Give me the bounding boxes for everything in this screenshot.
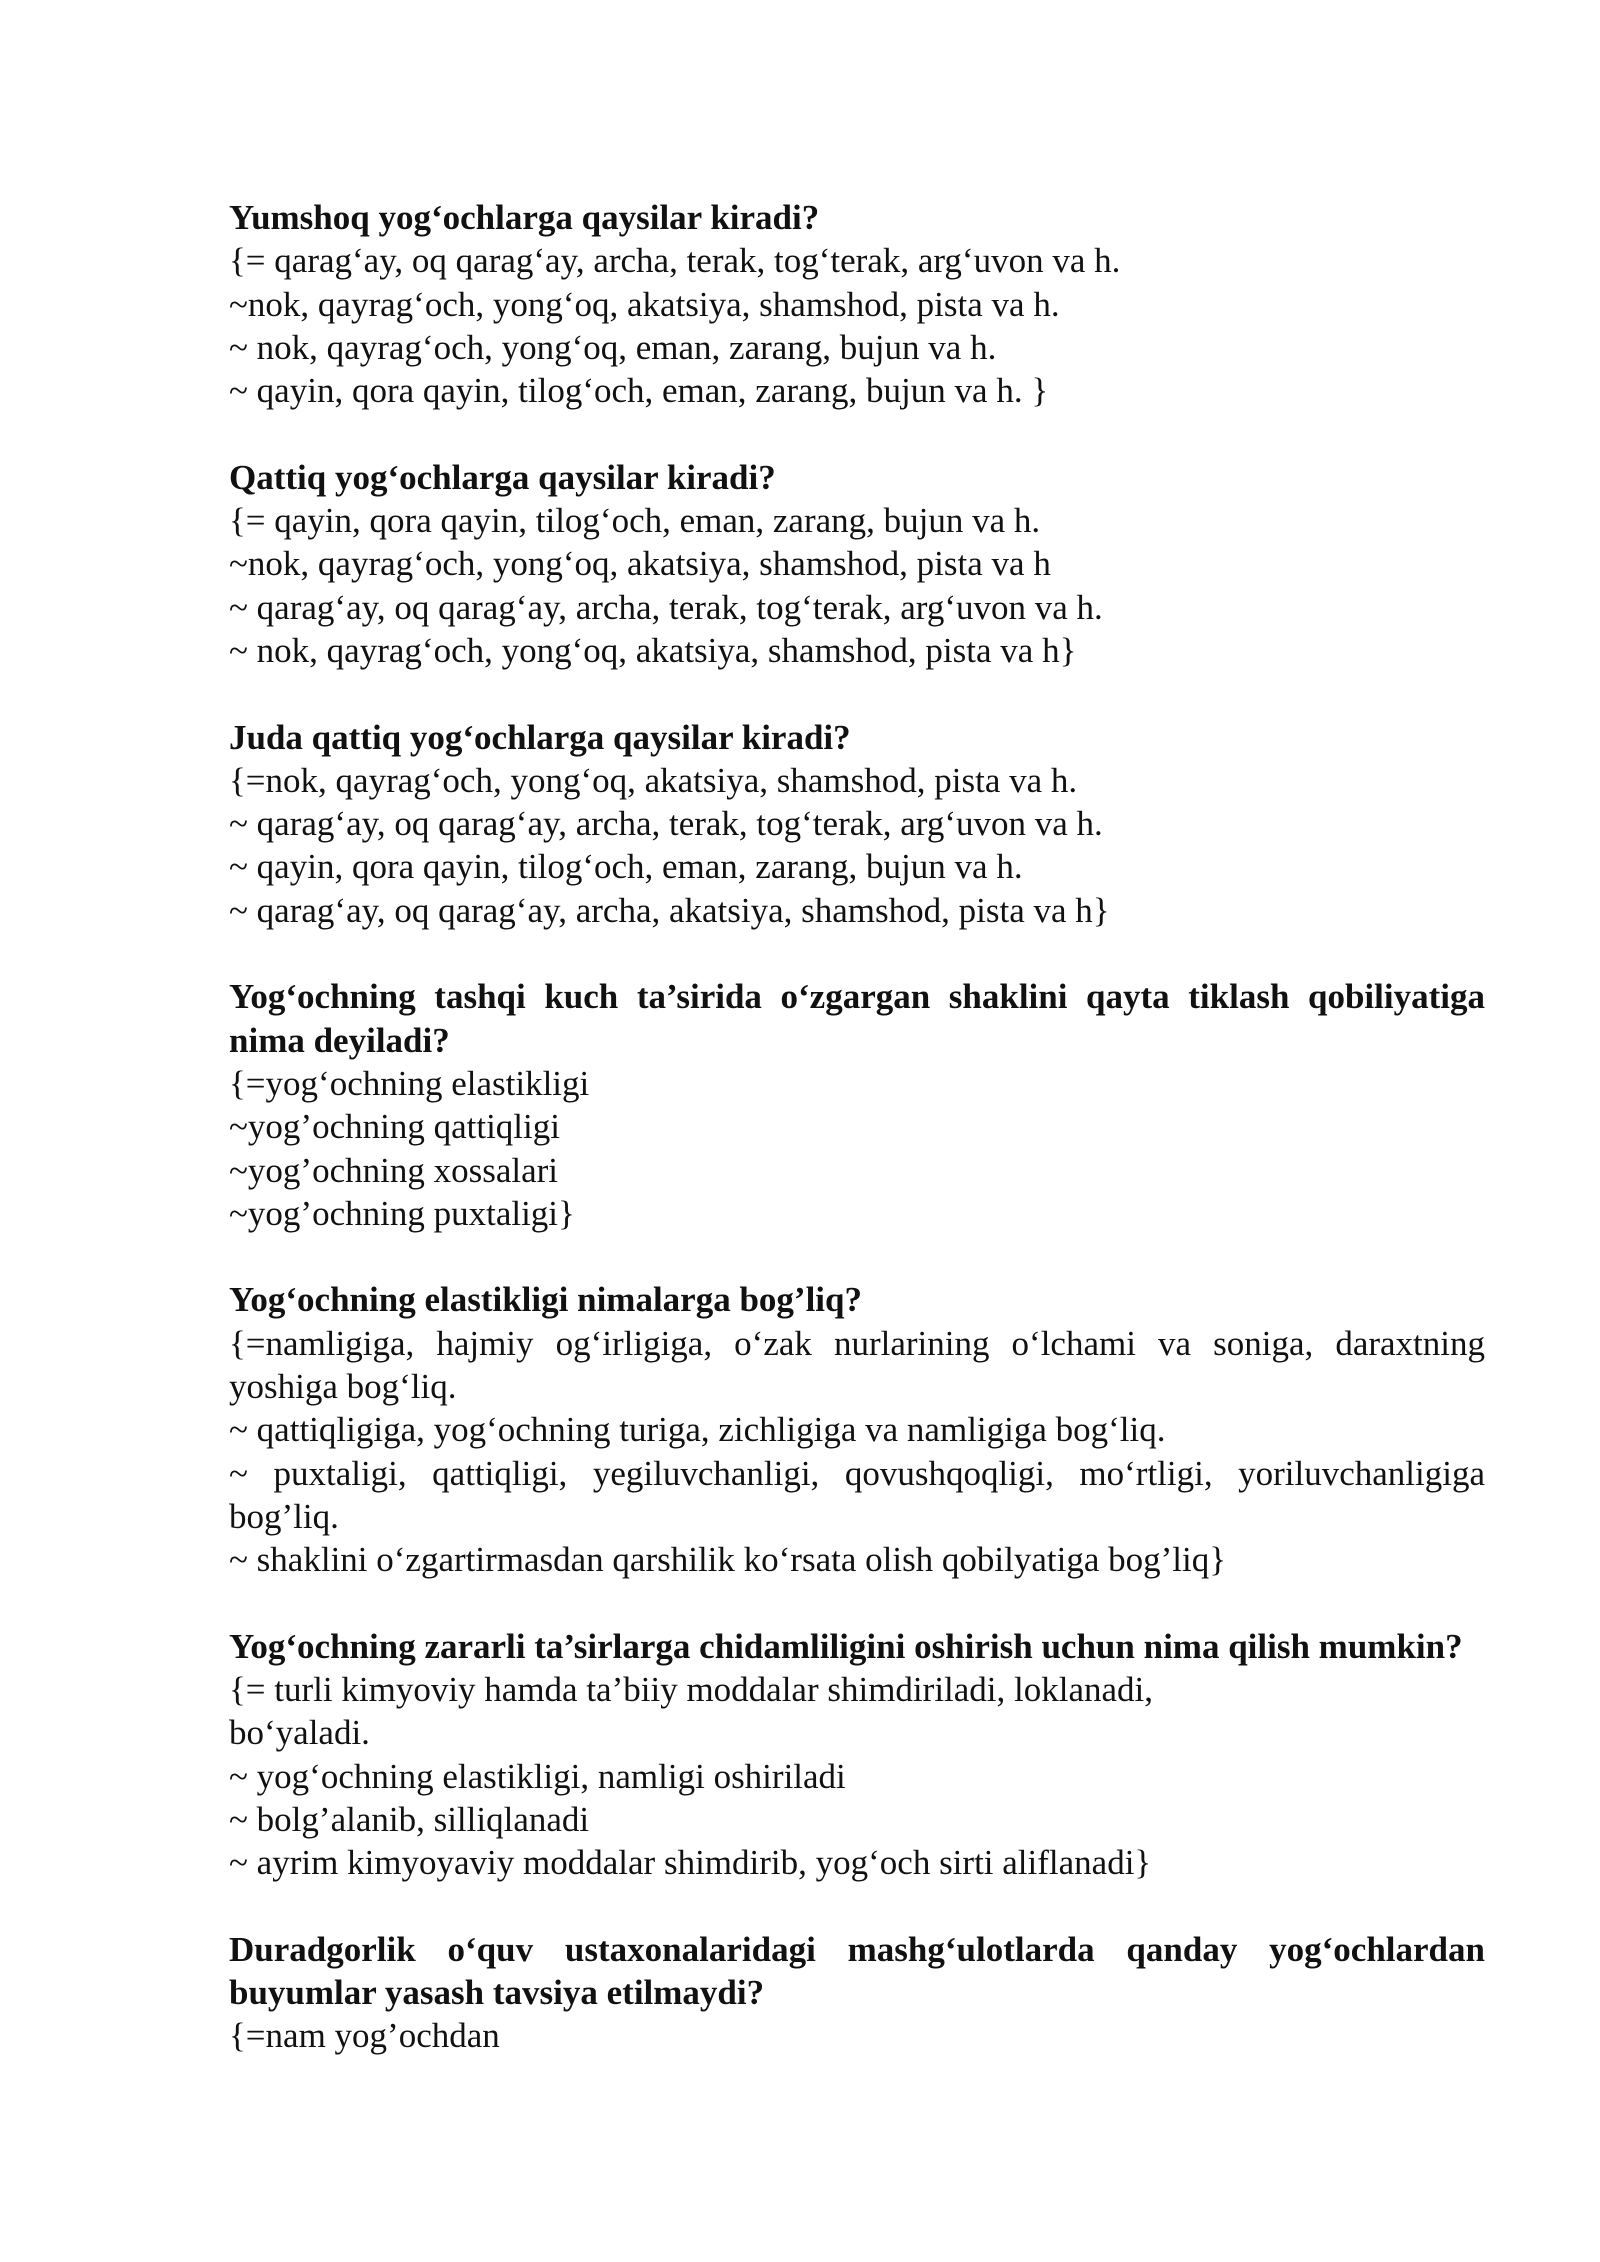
question-block-5 (229, 1278, 1485, 1581)
answer-option: ~nok, qayrag‘och, yong‘oq, akatsiya, shamshod, pista va h (229, 544, 1051, 584)
answer-option: ~ puxtaligi, qattiqligi, yegiluvchanligi, qovushqoqligi, mo‘rtligi, yoriluvchanligiga bog’liq. (229, 1453, 1485, 1536)
question-block-4 (229, 975, 1485, 1235)
answer-option: ~ nok, qayrag‘och, yong‘oq, eman, zarang, bujun va h. (229, 327, 997, 367)
answer-option: ~ qarag‘ay, oq qarag‘ay, archa, terak, tog‘terak, arg‘uvon va h. (229, 587, 1103, 627)
question-block-2 (229, 456, 1485, 672)
answer-option: ~ qattiqligiga, yog‘ochning turiga, zichligiga va namligiga bog‘liq. (229, 1410, 1166, 1450)
question-block-6 (229, 1625, 1485, 1885)
answer-option: ~ qarag‘ay, oq qarag‘ay, archa, akatsiya, shamshod, pista va h} (229, 890, 1110, 930)
question-text: Yumshoq yog‘ochlarga qaysilar kiradi? (229, 198, 820, 237)
question-text: Yog‘ochning tashqi kuch ta’sirida o‘zgargan shaklini qayta tiklash qobiliyatiga nima deyiladi? (229, 977, 1485, 1060)
question-text: Juda qattiq yog‘ochlarga qaysilar kiradi? (229, 717, 851, 757)
answer-option: {=yog‘ochning elastikligi (229, 1063, 590, 1103)
answer-option: {=namligiga, hajmiy og‘irligiga, o‘zak nurlarining o‘lchami va soniga, daraxtning yoshiga bog‘liq. (229, 1323, 1485, 1407)
answer-option: {= turli kimyoviy hamda ta’biiy moddalar shimdiriladi, loklanadi, (229, 1670, 1154, 1710)
answer-option: ~ ayrim kimyoyaviy moddalar shimdirib, yog‘och sirti aliflanadi} (229, 1843, 1152, 1883)
question-text: Yog‘ochning elastikligi nimalarga bog’liq? (229, 1280, 862, 1320)
answer-option: {= qarag‘ay, oq qarag‘ay, archa, terak, tog‘terak, arg‘uvon va h. (229, 241, 1121, 281)
question-text: Duradgorlik o‘quv ustaxonalaridagi mashg‘ulotlarda qanday yog‘ochlardan buyumlar yasash tavsiya etilmaydi? (229, 1929, 1485, 2013)
answer-option: ~yog’ochning xossalari (229, 1150, 559, 1190)
answer-option: ~ shaklini o‘zgartirmasdan qarshilik ko‘rsata olish qobilyatiga bog’liq} (229, 1540, 1227, 1580)
answer-option: ~ nok, qayrag‘och, yong‘oq, akatsiya, shamshod, pista va h} (229, 630, 1077, 670)
answer-option: ~nok, qayrag‘och, yong‘oq, akatsiya, shamshod, pista va h. (229, 284, 1060, 324)
answer-option: ~ qayin, qora qayin, tilog‘och, eman, zarang, bujun va h. (229, 847, 1023, 887)
answer-option: ~ bolg’alanib, silliqlanadi (229, 1799, 590, 1839)
answer-option: ~ yog‘ochning elastikligi, namligi oshiriladi (229, 1756, 846, 1796)
question-block-3 (229, 716, 1485, 932)
answer-option: ~ qayin, qora qayin, tilog‘och, eman, zarang, bujun va h. } (229, 371, 1049, 411)
answer-option: {=nam yog’ochdan (229, 2016, 500, 2056)
question-text: Yog‘ochning zararli ta’sirlarga chidamliligini oshirish uchun nima qilish mumkin? (229, 1626, 1463, 1666)
answer-option: ~yog’ochning puxtaligi} (229, 1193, 575, 1233)
question-block-7 (229, 1928, 1485, 2058)
answer-option: ~yog’ochning qattiqligi (229, 1107, 560, 1147)
question-block-1 (229, 196, 1485, 412)
answer-option: {=nok, qayrag‘och, yong‘oq, akatsiya, shamshod, pista va h. (229, 760, 1078, 800)
answer-option: {= qayin, qora qayin, tilog‘och, eman, zarang, bujun va h. (229, 501, 1041, 541)
answer-option: ~ qarag‘ay, oq qarag‘ay, archa, terak, tog‘terak, arg‘uvon va h. (229, 804, 1103, 844)
document-page (229, 196, 1485, 2101)
question-text: Qattiq yog‘ochlarga qaysilar kiradi? (229, 457, 776, 497)
answer-option: bo‘yaladi. (229, 1713, 370, 1753)
